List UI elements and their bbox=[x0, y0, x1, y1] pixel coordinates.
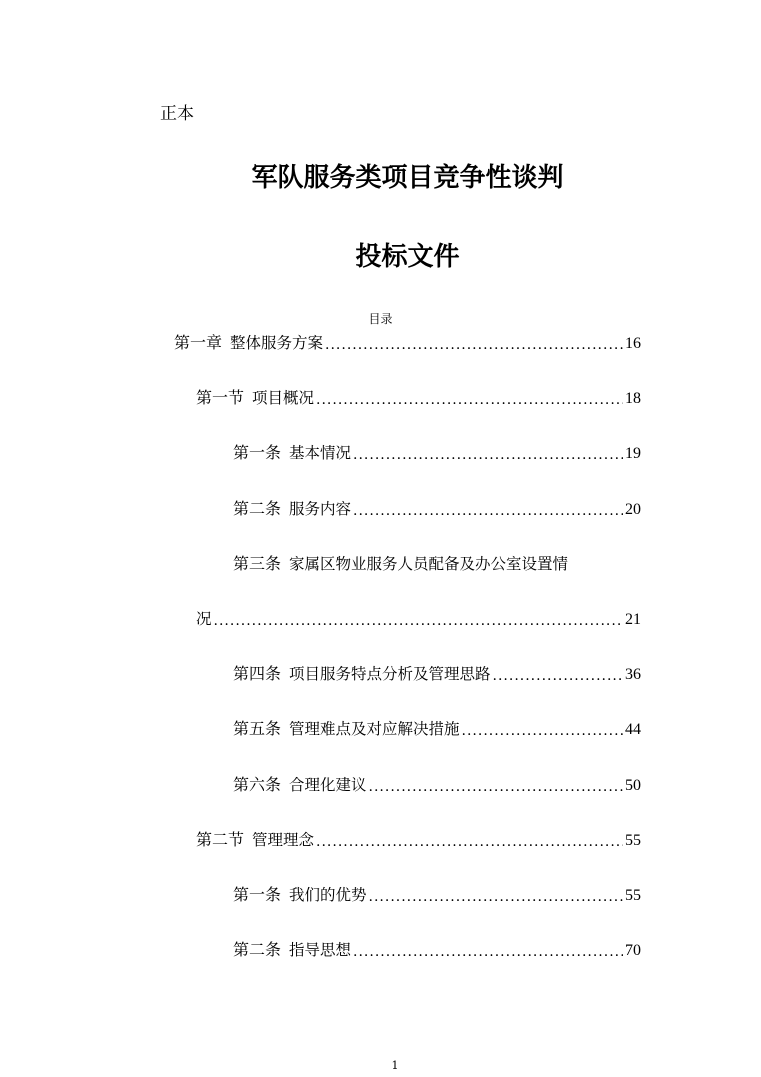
toc-entry[interactable] bbox=[174, 329, 641, 353]
toc-entry[interactable] bbox=[233, 936, 641, 960]
toc-dot-leader bbox=[462, 723, 623, 739]
toc-entry[interactable] bbox=[233, 495, 641, 519]
toc-entry[interactable] bbox=[233, 715, 641, 739]
toc-entry-prefix: 第一章 bbox=[174, 333, 223, 352]
toc-entry[interactable] bbox=[233, 550, 641, 574]
toc-entry-title: 基本情况 bbox=[289, 444, 352, 463]
toc-entry-page: 55 bbox=[625, 887, 641, 904]
toc-dot-leader bbox=[493, 668, 623, 684]
toc-dot-leader bbox=[369, 889, 623, 905]
toc-entry-prefix: 第一节 bbox=[196, 388, 245, 408]
toc-dot-leader bbox=[316, 834, 623, 850]
document-subtitle: 投标文件 bbox=[355, 242, 460, 272]
toc-dot-leader bbox=[369, 779, 623, 795]
toc-entry-title: 管理理念 bbox=[252, 830, 315, 849]
toc-dot-leader bbox=[214, 613, 623, 629]
toc-entry-prefix: 第二条 bbox=[233, 498, 282, 518]
toc-dot-leader bbox=[353, 944, 623, 960]
toc-dot-leader bbox=[316, 392, 623, 408]
toc-entry[interactable] bbox=[233, 660, 641, 684]
toc-heading: 目录 bbox=[368, 312, 393, 326]
toc-entry-prefix: 第二节 bbox=[196, 829, 245, 849]
toc-entry[interactable] bbox=[233, 881, 641, 905]
toc-entry-page: 50 bbox=[625, 776, 641, 794]
toc-entry-prefix: 第六条 bbox=[233, 774, 282, 794]
document-title: 军队服务类项目竞争性谈判 bbox=[251, 163, 564, 193]
toc-entry-prefix: 第一条 bbox=[233, 885, 282, 904]
toc-entry[interactable] bbox=[233, 439, 641, 463]
toc-entry-title: 项目概况 bbox=[252, 389, 315, 408]
toc-entry-page: 18 bbox=[625, 390, 641, 408]
toc-entry[interactable] bbox=[233, 771, 641, 795]
toc-entry-title: 我们的优势 bbox=[289, 886, 367, 904]
toc-entry-title: 家属区物业服务人员配备及办公室设置情 bbox=[289, 554, 569, 573]
toc-entry-prefix: 第三条 bbox=[233, 553, 282, 573]
toc-entry-page: 55 bbox=[625, 831, 641, 849]
toc-entry-prefix: 第一条 bbox=[233, 443, 282, 463]
toc-entry-title: 指导思想 bbox=[289, 941, 352, 960]
toc-entry-page: 19 bbox=[625, 445, 641, 463]
toc-entry-title: 服务内容 bbox=[289, 499, 352, 518]
toc-dot-leader bbox=[353, 503, 623, 519]
toc-entry-page: 16 bbox=[625, 335, 641, 352]
toc-entry-title: 项目服务特点分析及管理思路 bbox=[289, 665, 491, 684]
toc-entry[interactable] bbox=[196, 384, 641, 408]
toc-entry-page: 44 bbox=[625, 721, 641, 739]
toc-entry-page: 36 bbox=[625, 666, 641, 684]
toc-dot-leader bbox=[325, 337, 623, 353]
toc-entry-title: 合理化建议 bbox=[289, 775, 367, 794]
toc-entry-page: 21 bbox=[625, 611, 641, 628]
toc-entry[interactable] bbox=[196, 826, 641, 850]
page-number: 1 bbox=[391, 1059, 399, 1072]
copy-label: 正本 bbox=[160, 104, 194, 124]
toc-entry-prefix: 第五条 bbox=[233, 719, 282, 739]
toc-entry-title: 况 bbox=[196, 610, 212, 628]
toc-entry-page: 70 bbox=[625, 942, 641, 960]
toc-entry-prefix: 第二条 bbox=[233, 940, 282, 960]
toc-entry-prefix: 第四条 bbox=[233, 664, 282, 684]
toc-entry-title: 整体服务方案 bbox=[230, 334, 324, 352]
toc-entry-page: 20 bbox=[625, 500, 641, 518]
toc-entry[interactable] bbox=[196, 605, 641, 629]
toc-dot-leader bbox=[353, 447, 623, 463]
toc-entry-title: 管理难点及对应解决措施 bbox=[289, 720, 460, 739]
